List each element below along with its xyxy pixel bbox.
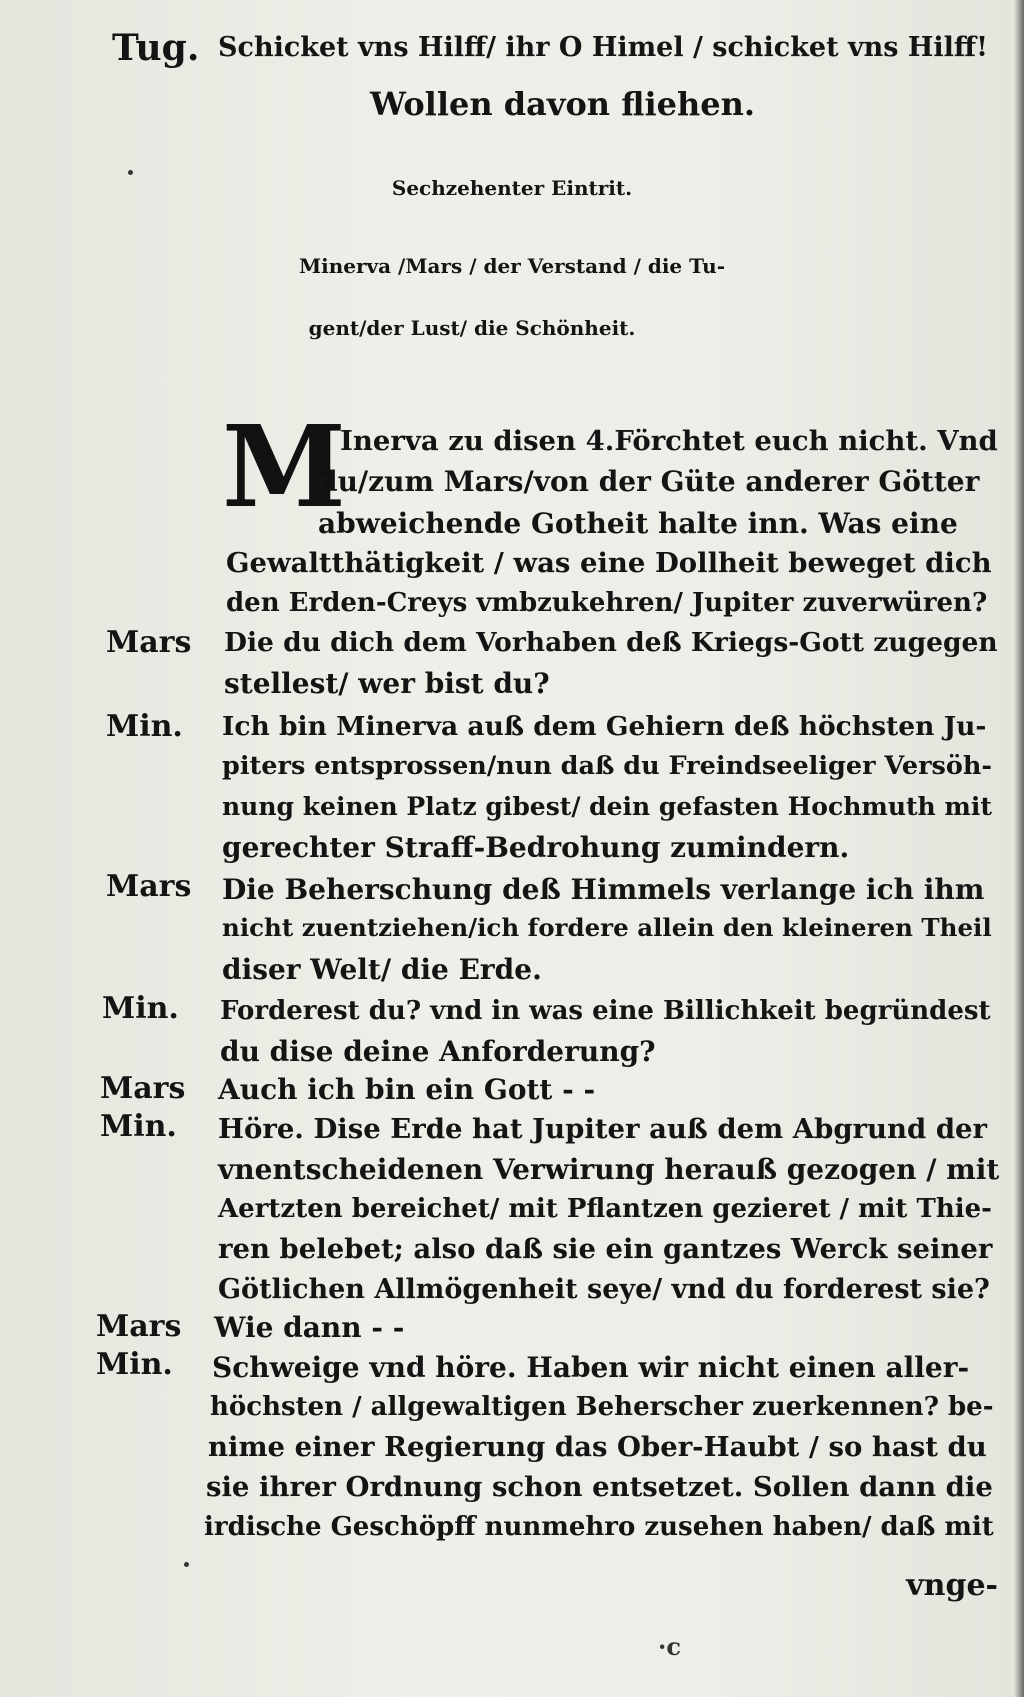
page-signature-mark: ·c xyxy=(658,1632,681,1661)
speaker-label: Mars xyxy=(106,869,192,904)
dialogue-line: gerechter Straff-Bedrohung zumindern. xyxy=(222,831,850,864)
opening-line: abweichende Gotheit halte inn. Was eine xyxy=(318,507,958,540)
dialogue-line: vnentscheidenen Verwirung herauß gezogen / mit xyxy=(218,1153,1000,1186)
speaker-label: Mars xyxy=(100,1071,186,1106)
speaker-label: Tug. xyxy=(112,27,200,69)
dialogue-line: höchsten / allgewaltigen Beherscher zuerkennen? be- xyxy=(210,1392,994,1422)
speech-line: Schicket vns Hilff/ ihr O Himel / schicket vns Hilff! xyxy=(218,32,988,63)
opening-line: Gewaltthätigkeit / was eine Dollheit beweget dich xyxy=(226,547,992,579)
dialogue-line: Aertzten bereichet/ mit Pflantzen gezieret / mit Thie- xyxy=(218,1194,992,1224)
dialogue-line: Schweige vnd höre. Haben wir nicht einen aller- xyxy=(212,1351,970,1384)
dialogue-line: piters entsprossen/nun daß du Freindseeliger Versöh- xyxy=(222,751,993,781)
page-edge-shadow xyxy=(1014,0,1024,1697)
opening-line: Inerva zu disen 4.Förchtet euch nicht. Vnd xyxy=(340,425,998,457)
dialogue-line: stellest/ wer bist du? xyxy=(224,667,550,700)
ink-speck xyxy=(184,1562,189,1567)
ink-speck xyxy=(128,170,133,175)
dialogue-line: Die du dich dem Vorhaben deß Kriegs-Gott zugegen xyxy=(224,627,998,658)
dialogue-line: irdische Geschöpff nunmehro zusehen haben/ daß mit xyxy=(204,1512,994,1542)
dialogue-line: ren belebet; also daß sie ein gantzes Werck seiner xyxy=(218,1233,993,1265)
speaker-label: Min. xyxy=(100,1109,177,1144)
dialogue-line: diser Welt/ die Erde. xyxy=(222,953,542,986)
speaker-label: Mars xyxy=(106,625,192,660)
dialogue-line: nung keinen Platz gibest/ dein gefasten Hochmuth mit xyxy=(222,792,992,821)
opening-line: du/zum Mars/von der Güte anderer Götter xyxy=(318,465,980,498)
speaker-label: Min. xyxy=(96,1347,173,1382)
speaker-label: Min. xyxy=(102,991,179,1026)
dialogue-line: Forderest du? vnd in was eine Billichkeit begründest xyxy=(220,996,991,1026)
dialogue-line: Auch ich bin ein Gott - - xyxy=(218,1073,596,1106)
dialogue-line: nicht zuentziehen/ich fordere allein den kleineren Theil xyxy=(222,913,992,942)
dialogue-line: Ich bin Minerva auß dem Gehiern deß höchsten Ju- xyxy=(222,711,987,742)
speaker-label: Min. xyxy=(106,709,183,744)
characters-line: gent/der Lust/ die Schönheit. xyxy=(308,316,636,340)
dialogue-line: Höre. Dise Erde hat Jupiter auß dem Abgrund der xyxy=(218,1113,988,1145)
dialogue-line: Die Beherschung deß Himmels verlange ich ihm xyxy=(222,873,985,906)
drop-cap-initial: M xyxy=(222,402,346,533)
characters-line: Minerva /Mars / der Verstand / die Tu- xyxy=(298,254,726,278)
dialogue-line: du dise deine Anforderung? xyxy=(220,1035,656,1068)
dialogue-line: Wie dann - - xyxy=(214,1311,405,1344)
scene-title: Sechzehenter Eintrit. xyxy=(391,176,633,200)
speaker-label: Mars xyxy=(96,1309,182,1344)
speech-line: Wollen davon fliehen. xyxy=(370,85,756,123)
dialogue-line: Götlichen Allmögenheit seye/ vnd du forderest sie? xyxy=(218,1274,990,1305)
opening-line: den Erden-Creys vmbzukehren/ Jupiter zuverwüren? xyxy=(226,588,988,618)
dialogue-line: nime einer Regierung das Ober-Haubt / so hast du xyxy=(208,1431,987,1463)
catchword: vnge- xyxy=(906,1568,998,1603)
dialogue-line: sie ihrer Ordnung schon entsetzet. Sollen dann die xyxy=(206,1471,993,1503)
